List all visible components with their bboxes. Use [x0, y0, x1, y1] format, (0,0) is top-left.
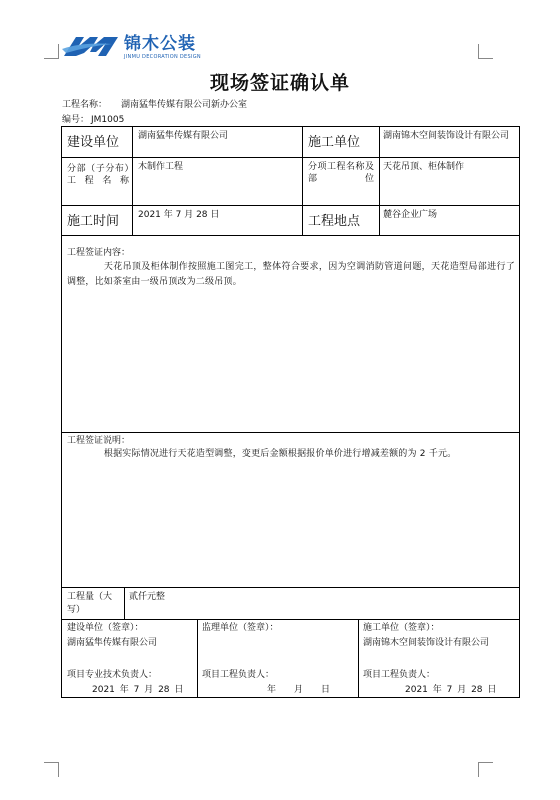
visa-table [61, 126, 520, 698]
sig-client-person: 项目专业技术负责人： [67, 670, 158, 680]
project-name-label: 工程名称： [62, 100, 108, 110]
number-line [62, 112, 124, 125]
sig-supervisor-label: 监理单位（签章）： [202, 623, 279, 633]
crop-mark-top-left [44, 44, 59, 59]
sig-contractor-date: 2021 年 7 月 28 日 [405, 685, 497, 695]
number-value: JM1005 [91, 115, 125, 125]
time-label: 施工时间 [67, 214, 120, 229]
number-label: 编号： [62, 115, 90, 125]
site-value: 麓谷企业广场 [383, 210, 438, 220]
desc-text: 根据实际情况进行天花造型调整，变更后金额根据报价单价进行增减差额的为 2 千元。 [103, 449, 457, 459]
amount-value: 贰仟元整 [129, 592, 166, 602]
sig-client-value: 湖南猛隼传媒有限公司 [67, 638, 158, 648]
sig-supervisor-person: 项目工程负责人： [202, 670, 275, 680]
sig-contractor-person: 项目工程负责人： [363, 670, 436, 680]
project-name-line [62, 97, 247, 110]
desc-label: 工程签证说明： [67, 436, 131, 446]
site-label: 工程地点 [308, 214, 361, 229]
sig-contractor-value: 湖南锦木空间装饰设计有限公司 [363, 638, 490, 648]
content-label: 工程签证内容： [67, 248, 131, 258]
logo-mark-icon [62, 34, 120, 58]
sig-client-date: 2021 年 7 月 28 日 [92, 685, 184, 695]
division-value: 木制作工程 [138, 162, 184, 172]
crop-mark-top-right [478, 44, 493, 59]
amount-label: 工程量（大写） [67, 592, 113, 615]
contractor-value: 湖南锦木空间装饰设计有限公司 [383, 131, 510, 141]
page-title: 现场签证确认单 [209, 72, 350, 94]
logo-name-cn: 锦木公装 [124, 34, 196, 54]
company-logo [62, 34, 201, 64]
crop-mark-bottom-left [44, 762, 59, 777]
subitem-value: 天花吊顶、柜体制作 [383, 162, 465, 172]
client-label: 建设单位 [67, 135, 120, 150]
content-text: 天花吊顶及柜体制作按照施工图完工，整体符合要求，因为空调消防管道问题，天花造型局部进行了调整，比如茶室由一级吊顶改为二级吊顶。 [67, 262, 515, 287]
project-name-value: 湖南猛隼传媒有限公司新办公室 [121, 100, 248, 110]
logo-name-en: JINMU DECORATION DESIGN [124, 54, 201, 60]
division-label: 分部（子分布）工程名称 [67, 164, 129, 186]
sig-supervisor-date: 年 月 日 [267, 685, 331, 695]
client-value: 湖南猛隼传媒有限公司 [138, 131, 229, 141]
crop-mark-bottom-right [478, 762, 493, 777]
time-value: 2021 年 7 月 28 日 [138, 210, 220, 220]
sig-client-label: 建设单位（签章）： [67, 623, 144, 633]
subitem-label: 分项工程名称及部位 [308, 162, 374, 184]
contractor-label: 施工单位 [308, 135, 361, 150]
sig-contractor-label: 施工单位（签章）： [363, 623, 440, 633]
